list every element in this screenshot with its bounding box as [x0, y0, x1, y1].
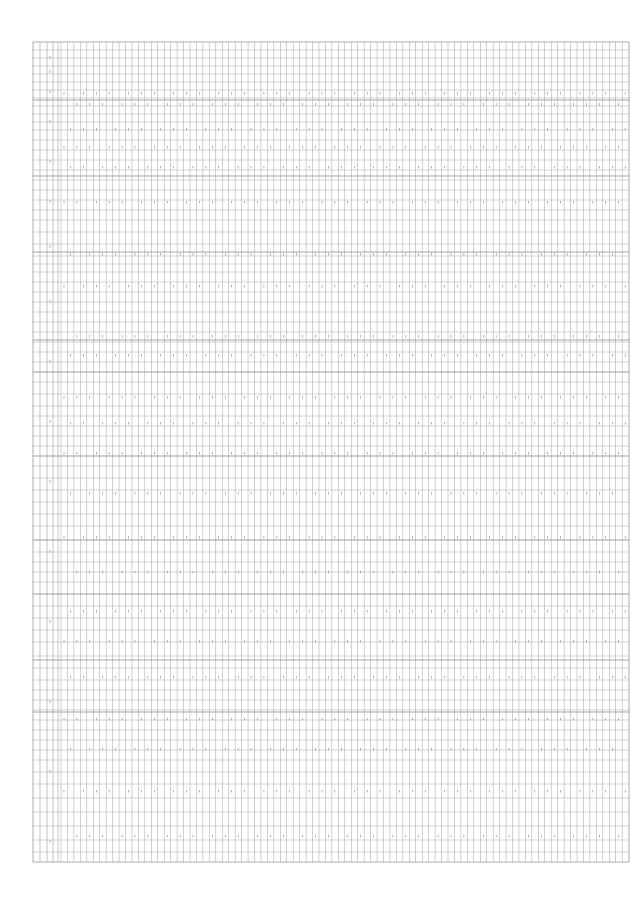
table-frame	[33, 42, 629, 862]
page-mark: -	[18, 450, 19, 454]
